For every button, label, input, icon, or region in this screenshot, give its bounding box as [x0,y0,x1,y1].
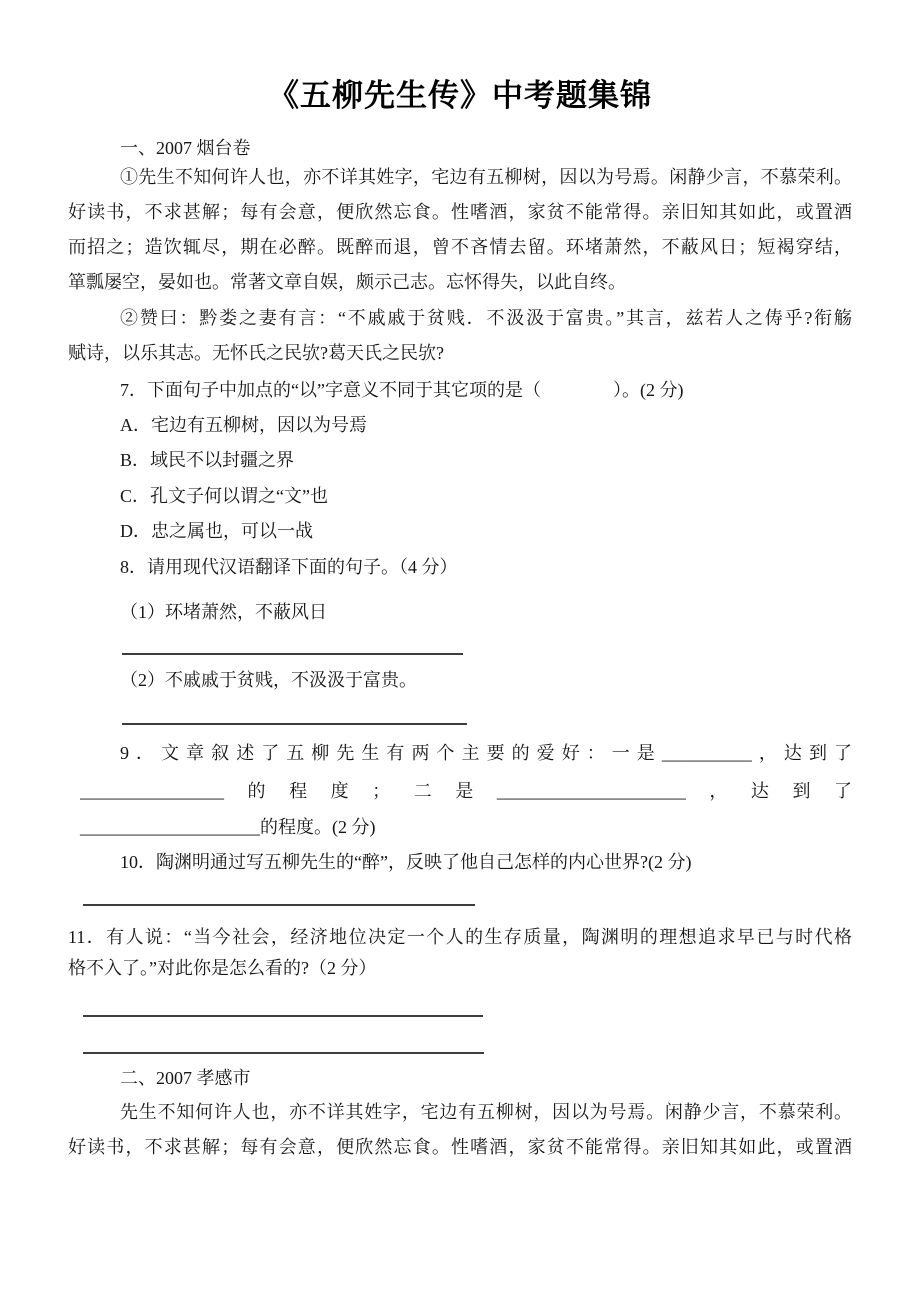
question-11-line1: 11．有人说：“当今社会，经济地位决定一个人的生存质量，陶渊明的理想追求早已与时代格 [68,927,852,947]
passage1-line2: 好读书，不求甚解；每有会意，便欣然忘食。性嗜酒，家贫不能常得。亲旧知其如此，或置酒 [68,202,852,222]
passage3-line2: 好读书，不求甚解；每有会意，便欣然忘食。性嗜酒，家贫不能常得。亲旧知其如此，或置酒 [68,1137,852,1157]
section-2-heading: 二、2007 孝感市 [120,1068,251,1088]
passage2-line2: 赋诗，以乐其志。无怀氏之民欤?葛天氏之民欤? [68,343,444,363]
question-7: 7．下面句子中加点的“以”字意义不同于其它项的是（ ）。(2 分) [120,380,684,400]
question-9-line3: ____________________的程度。(2 分) [80,817,376,837]
section-1-heading: 一、2007 烟台卷 [120,138,251,158]
passage1-line1: ①先生不知何许人也，亦不详其姓字，宅边有五柳树，因以为号焉。闲静少言，不慕荣利。 [120,167,852,187]
question-8: 8．请用现代汉语翻译下面的句子。（4 分） [120,557,458,577]
answer-line-2 [122,723,467,725]
question-7-option-b: B．域民不以封疆之界 [120,450,295,470]
question-8-item-2: （2）不戚戚于贫贱，不汲汲于富贵。 [120,670,417,690]
question-8-item-1: （1）环堵萧然，不蔽风日 [120,602,327,622]
question-10: 10．陶渊明通过写五柳先生的“醉”，反映了他自己怎样的内心世界?(2 分) [120,852,692,872]
question-7-option-c: C．孔文子何以谓之“文”也 [120,486,328,506]
question-9-line1: 9．文章叙述了五柳先生有两个主要的爱好：一是__________，达到了 [120,743,852,763]
passage2-line1: ②赞曰：黔娄之妻有言：“不戚戚于贫贱．不汲汲于富贵。”其言，兹若人之俦乎?衔觞 [120,308,852,328]
question-7-option-d: D．忠之属也，可以一战 [120,521,313,541]
document-title: 《五柳先生传》中考题集锦 [268,78,652,113]
passage1-line3: 而招之；造饮辄尽，期在必醉。既醉而退，曾不吝情去留。环堵萧然，不蔽风日；短褐穿结， [68,237,852,257]
passage1-line4: 箪瓢屡空，晏如也。常著文章自娱，颇示己志。忘怀得失，以此自终。 [68,272,626,292]
question-11-line2: 格不入了。”对此你是怎么看的?（2 分） [68,958,377,978]
answer-line-3 [83,904,475,906]
answer-line-1 [122,653,463,655]
answer-line-4 [83,1015,483,1017]
question-9-line2: ________________的程度；二是_____________________，达到了 [80,781,852,801]
answer-line-5 [83,1052,484,1054]
passage3-line1: 先生不知何许人也，亦不详其姓字，宅边有五柳树，因以为号焉。闲静少言，不慕荣利。 [120,1102,852,1122]
question-7-option-a: A．宅边有五柳树，因以为号焉 [120,415,367,435]
